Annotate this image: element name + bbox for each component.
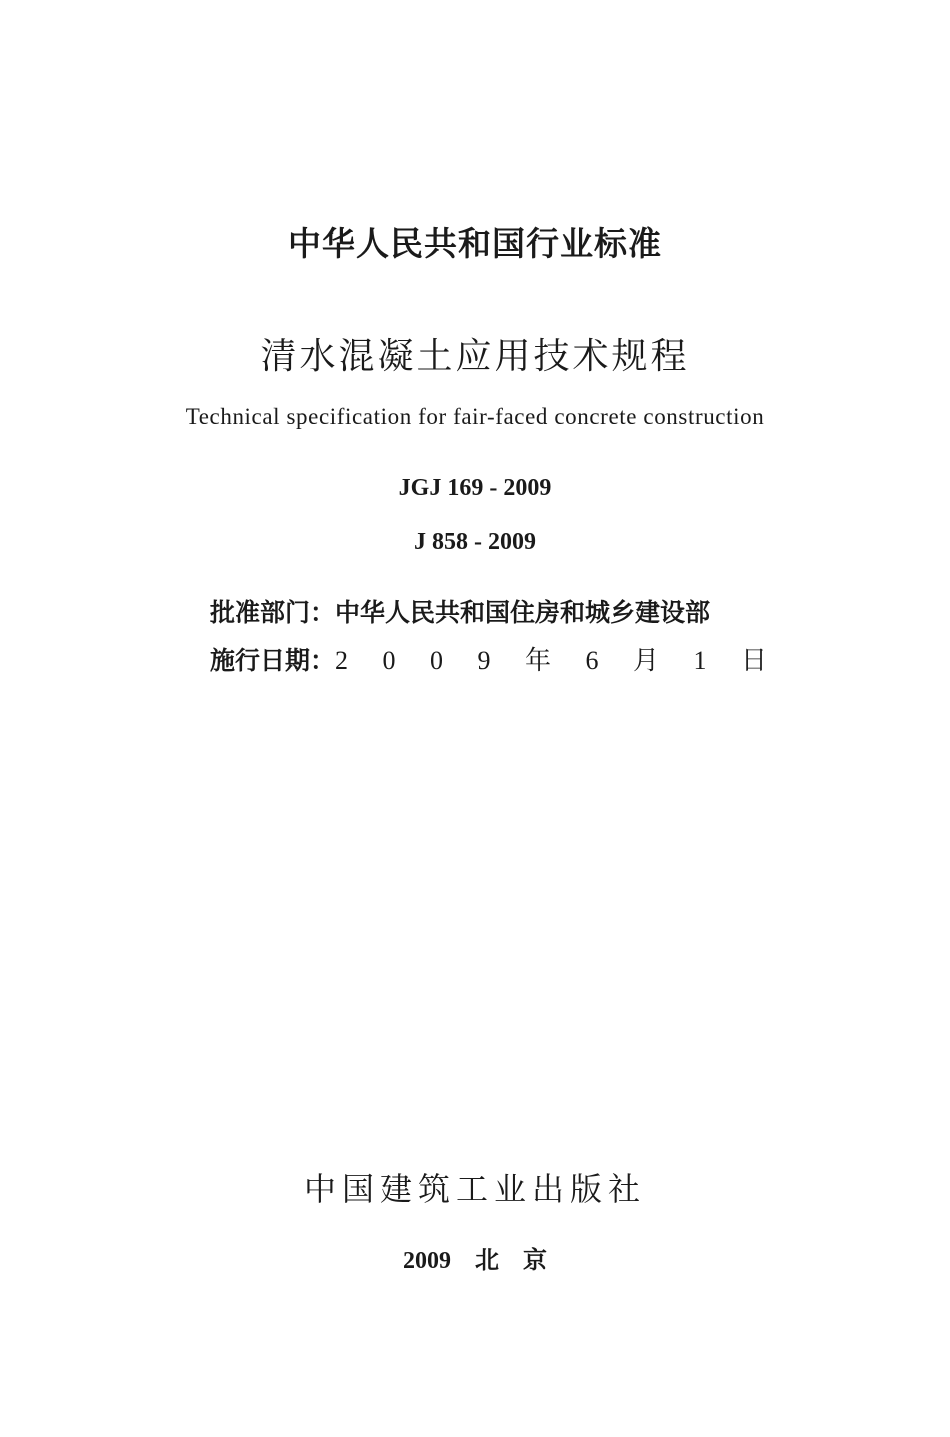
chinese-title: 清水混凝土应用技术规程	[260, 336, 690, 377]
english-title: Technical specification for fair-faced concrete construction	[185, 404, 765, 429]
standard-code-primary: JGJ 169 - 2009	[398, 475, 552, 501]
effective-date-value: 2 0 0 9 年 6 月 1 日	[335, 646, 769, 675]
publication-year-city: 2009 北 京	[403, 1248, 547, 1274]
effective-date-label: 施行日期：	[210, 646, 336, 675]
approval-department	[210, 593, 710, 629]
standard-series-heading: 中华人民共和国行业标准	[288, 224, 662, 263]
effective-date	[210, 640, 768, 677]
approval-value: 中华人民共和国住房和城乡建设部	[335, 598, 711, 627]
approval-label: 批准部门：	[210, 598, 336, 627]
publisher-name: 中国建筑工业出版社	[303, 1170, 646, 1208]
standard-code-secondary: J 858 - 2009	[414, 529, 536, 555]
